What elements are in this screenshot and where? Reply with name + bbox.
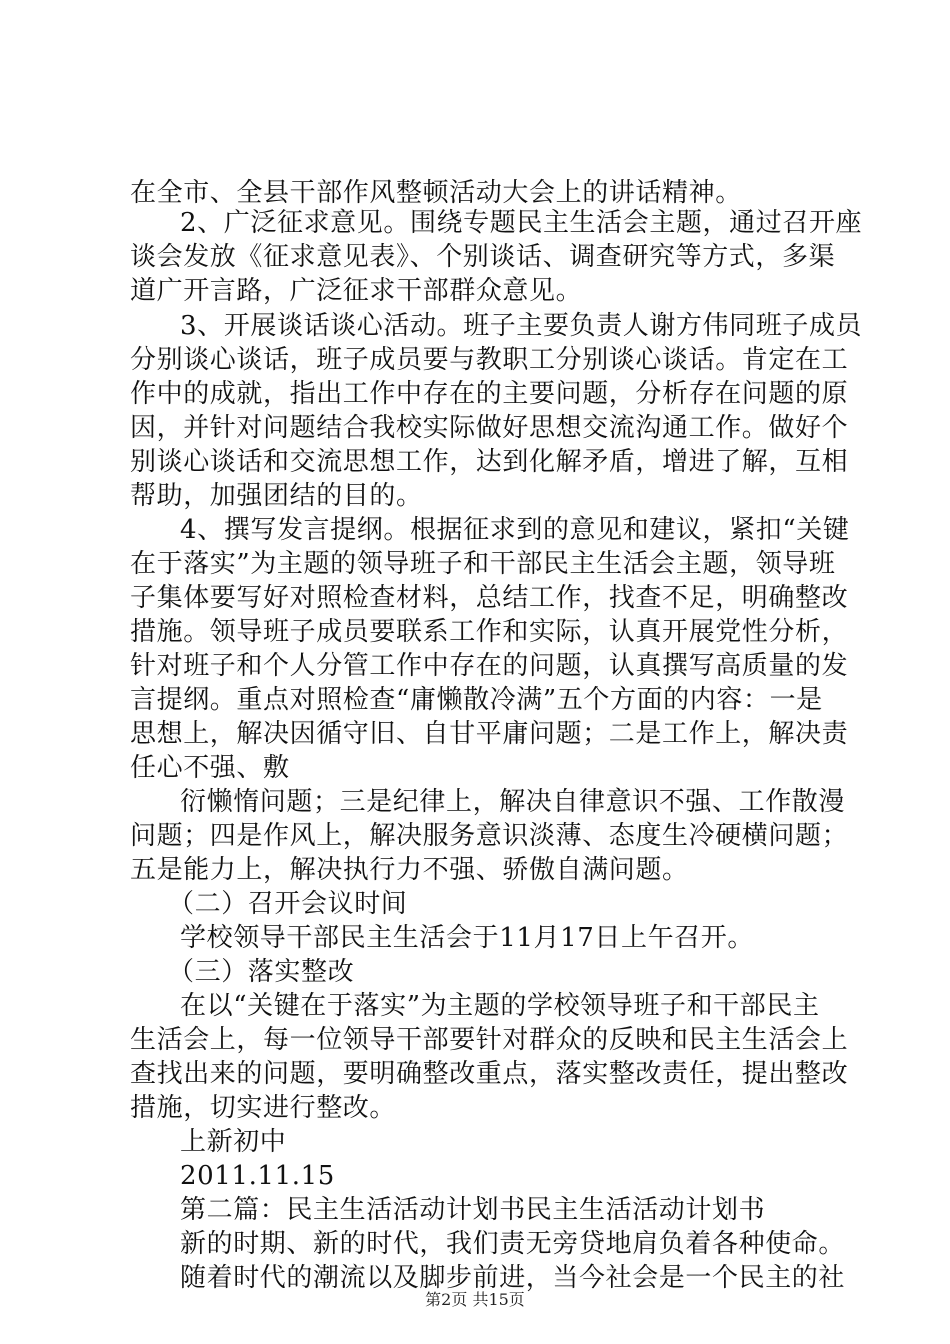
section-heading: （三）落实整改 bbox=[168, 957, 355, 987]
text-line: 随着时代的潮流以及脚步前进，当今社会是一个民主的社 bbox=[180, 1263, 846, 1293]
text-line: 新的时期、新的时代，我们责无旁贷地肩负着各种使命。 bbox=[180, 1229, 846, 1259]
text-line: 帮助，加强团结的目的。 bbox=[130, 481, 423, 511]
text-line: 针对班子和个人分管工作中存在的问题，认真撰写高质量的发 bbox=[130, 651, 849, 681]
text-line: 查找出来的问题，要明确整改重点，落实整改责任，提出整改 bbox=[130, 1059, 849, 1089]
page-number-footer: 第2页 共15页 bbox=[425, 1290, 525, 1309]
text-line: 作中的成就，指出工作中存在的主要问题，分析存在问题的原 bbox=[130, 379, 849, 409]
text-line: 在全市、全县干部作风整顿活动大会上的讲话精神。 bbox=[130, 178, 742, 208]
signature-date: 2011.11.15 bbox=[180, 1161, 335, 1191]
text-line: 在于落实”为主题的领导班子和干部民主生活会主题，领导班 bbox=[130, 549, 836, 579]
text-line: 措施，切实进行整改。 bbox=[130, 1093, 397, 1123]
section-heading: （二）召开会议时间 bbox=[168, 889, 408, 919]
text-line: 2、广泛征求意见。围绕专题民主生活会主题，通过召开座 bbox=[180, 208, 863, 238]
chapter-title: 第二篇：民主生活活动计划书民主生活活动计划书 bbox=[180, 1195, 766, 1225]
text-line: 生活会上，每一位领导干部要针对群众的反映和民主生活会上 bbox=[130, 1025, 849, 1055]
text-line: 道广开言路，广泛征求干部群众意见。 bbox=[130, 276, 583, 306]
text-line: 3、开展谈话谈心活动。班子主要负责人谢方伟同班子成员 bbox=[180, 311, 863, 341]
text-line: 学校领导干部民主生活会于11月17日上午召开。 bbox=[180, 923, 754, 953]
text-line: 谈会发放《征求意见表》、个别谈话、调查研究等方式，多渠 bbox=[130, 242, 836, 272]
signature-school: 上新初中 bbox=[180, 1127, 287, 1157]
text-line: 4、撰写发言提纲。根据征求到的意见和建议，紧扣“关键 bbox=[180, 515, 850, 545]
text-line: 言提纲。重点对照检查“庸懒散冷满”五个方面的内容：一是 bbox=[130, 685, 823, 715]
text-line: 任心不强、敷 bbox=[130, 753, 290, 783]
text-line: 因，并针对问题结合我校实际做好思想交流沟通工作。做好个 bbox=[130, 413, 849, 443]
text-line: 思想上，解决因循守旧、自甘平庸问题；二是工作上，解决责 bbox=[130, 719, 849, 749]
text-line: 措施。领导班子成员要联系工作和实际，认真开展党性分析， bbox=[130, 617, 849, 647]
text-line: 子集体要写好对照检查材料，总结工作，找查不足，明确整改 bbox=[130, 583, 849, 613]
text-line: 别谈心谈话和交流思想工作，达到化解矛盾，增进了解，互相 bbox=[130, 447, 849, 477]
text-line: 问题；四是作风上，解决服务意识淡薄、态度生冷硬横问题； bbox=[130, 821, 849, 851]
text-line: 衍懒惰问题；三是纪律上，解决自律意识不强、工作散漫 bbox=[180, 787, 846, 817]
text-line: 在以“关键在于落实”为主题的学校领导班子和干部民主 bbox=[180, 991, 820, 1021]
text-line: 五是能力上，解决执行力不强、骄傲自满问题。 bbox=[130, 855, 689, 885]
text-line: 分别谈心谈话，班子成员要与教职工分别谈心谈话。肯定在工 bbox=[130, 345, 849, 375]
